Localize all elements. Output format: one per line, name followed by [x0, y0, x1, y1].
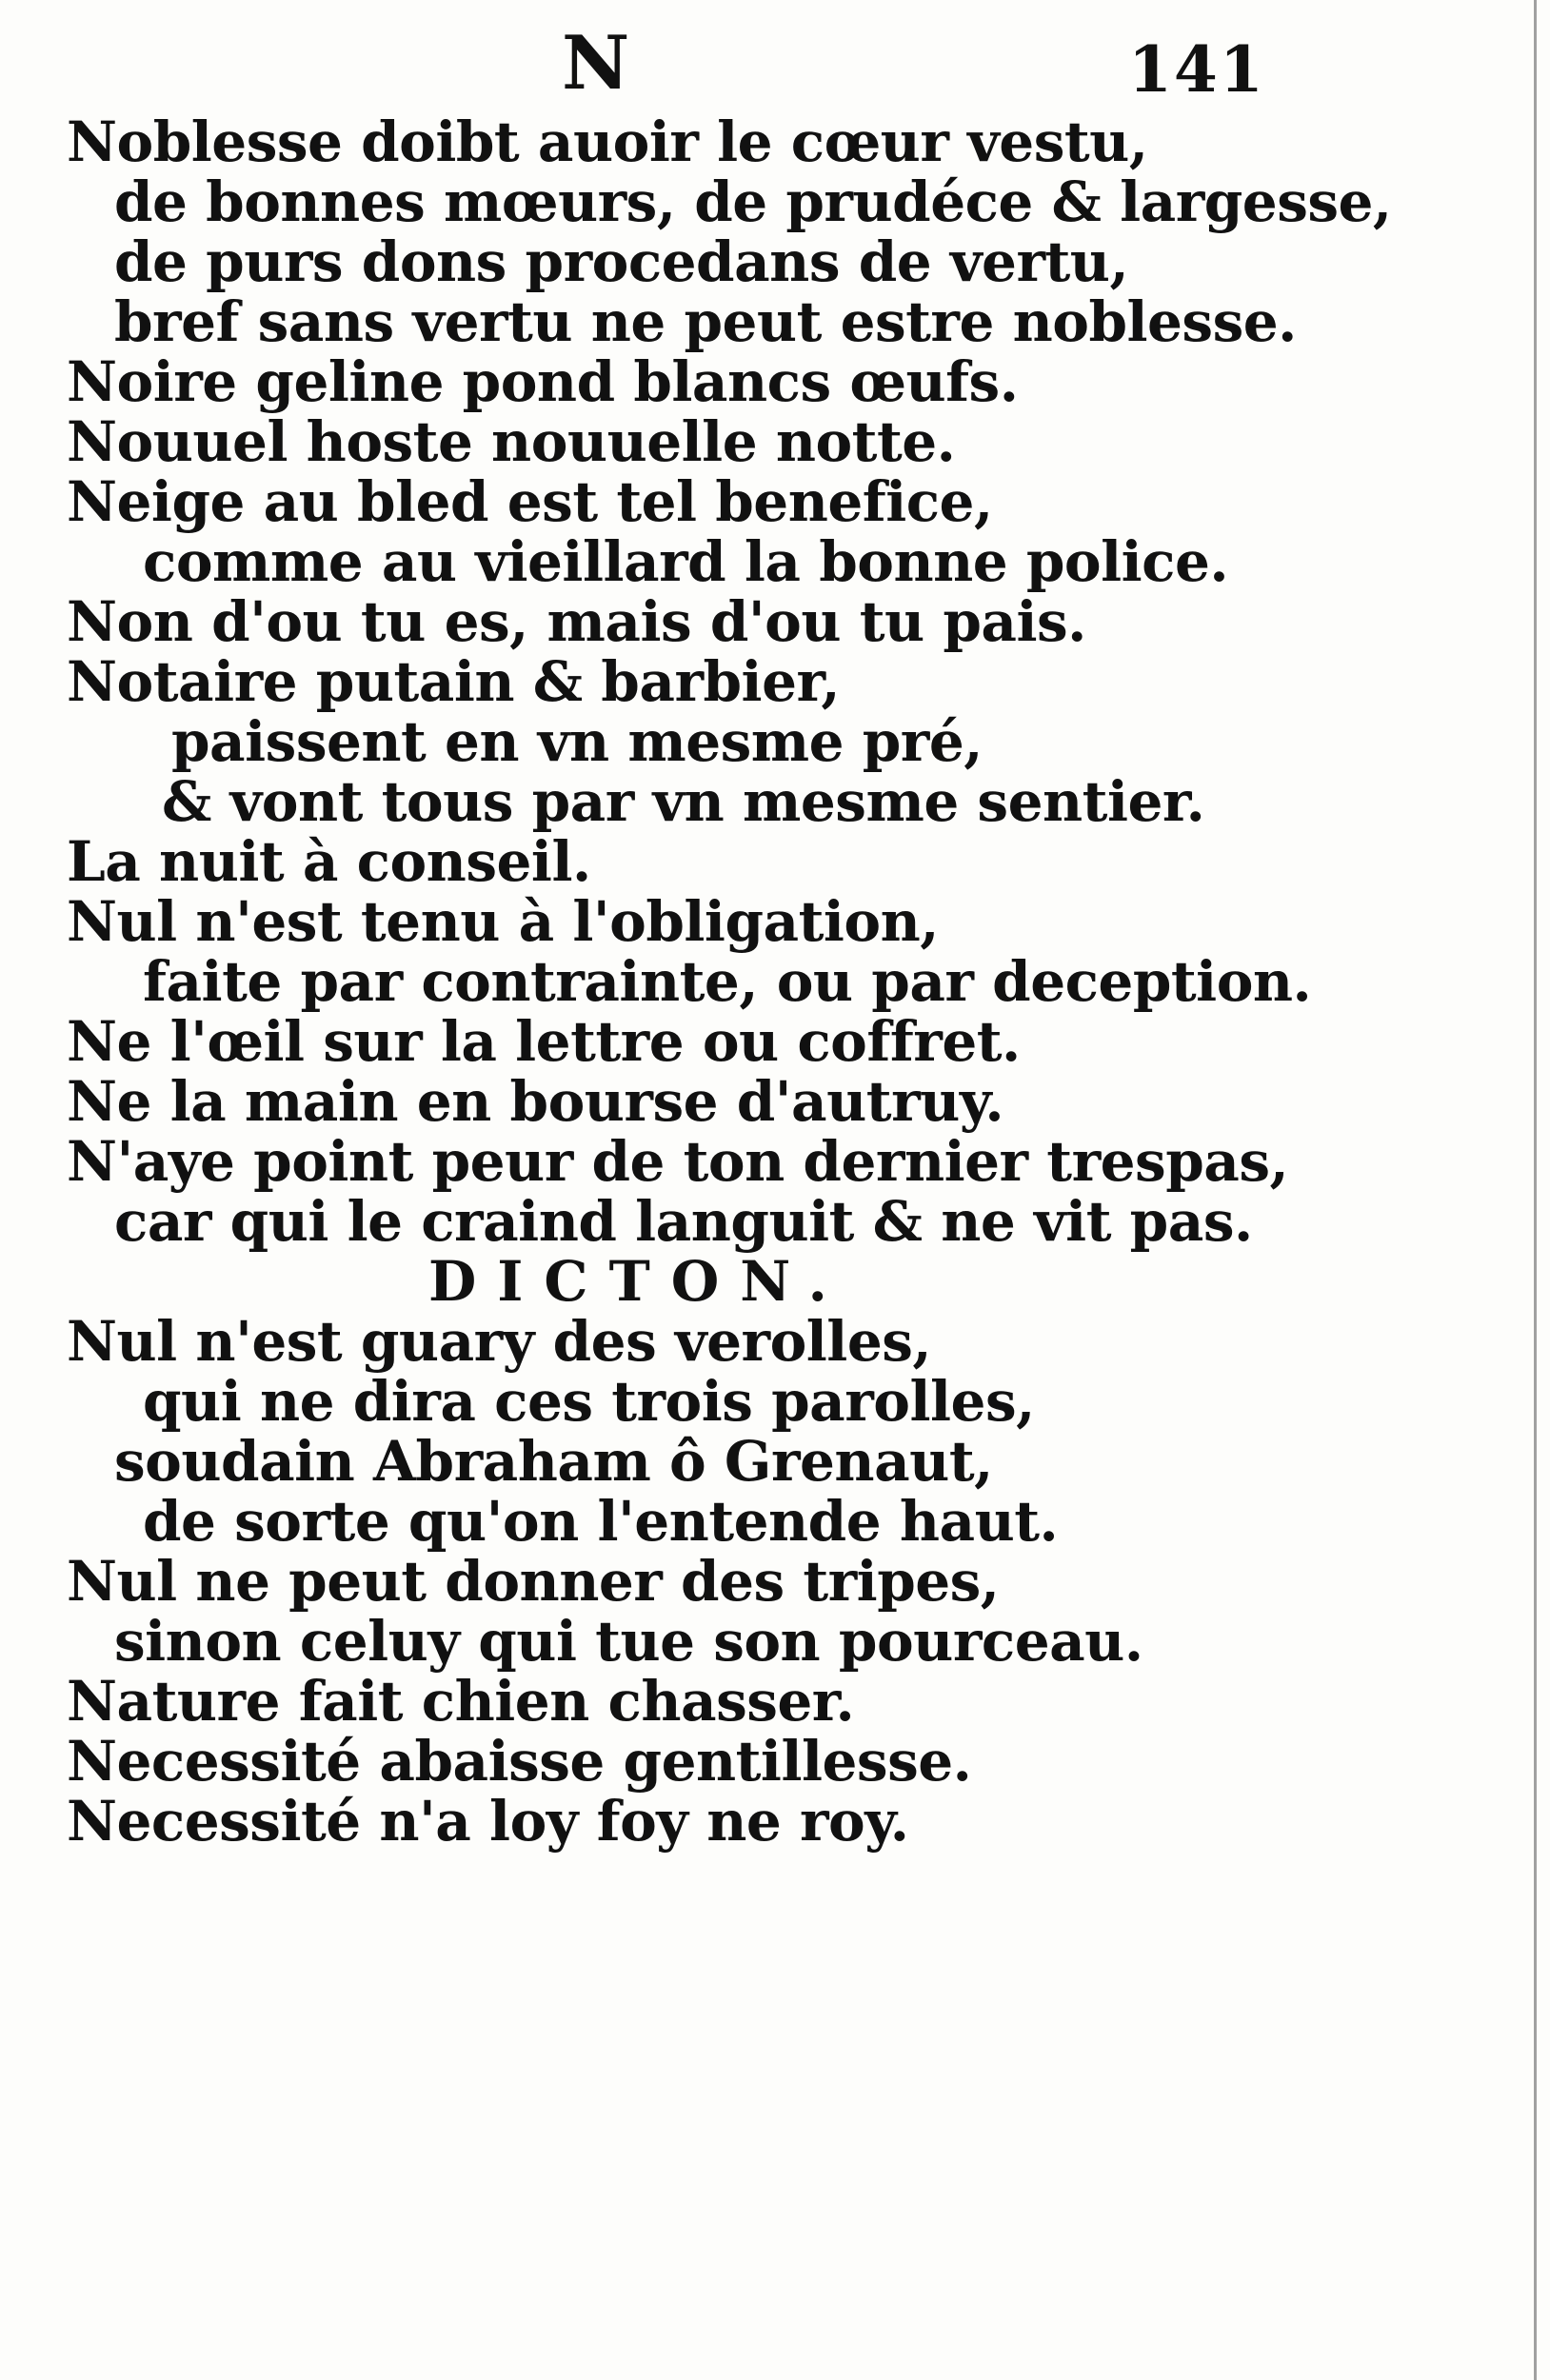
text-line: Necessité n'a loy foy ne roy.: [67, 1789, 909, 1854]
page-header: [0, 17, 1550, 122]
text-line: Neige au bled est tel benefice,: [67, 469, 993, 534]
text-line: sinon celuy qui tue son pourceau.: [114, 1609, 1143, 1674]
text-line: comme au vieillard la bonne police.: [143, 529, 1229, 594]
text-line: Ne l'œil sur la lettre ou coffret.: [67, 1009, 1021, 1074]
text-line: faite par contrainte, ou par deception.: [143, 949, 1312, 1014]
page-number: 141: [1128, 32, 1265, 107]
text-line: paissent en vn mesme pré,: [171, 709, 983, 774]
proverb-text-block: [67, 109, 1392, 1854]
section-letter: N: [562, 20, 630, 107]
text-line: Noire geline pond blancs œufs.: [67, 349, 1019, 414]
text-line: Nature fait chien chasser.: [67, 1669, 855, 1734]
text-line: qui ne dira ces trois parolles,: [143, 1369, 1035, 1434]
text-line: Ne la main en bourse d'autruy.: [67, 1069, 1004, 1134]
text-line: car qui le craind languit & ne vit pas.: [114, 1189, 1253, 1254]
text-line: de bonnes mœurs, de prudéce & largesse,: [114, 169, 1392, 234]
text-line: Necessité abaisse gentillesse.: [67, 1729, 972, 1794]
text-line: & vont tous par vn mesme sentier.: [162, 769, 1205, 834]
dicton-heading: DICTON.: [428, 1249, 848, 1314]
text-line: Nul ne peut donner des tripes,: [67, 1549, 1000, 1614]
text-line: Noblesse doibt auoir le cœur vestu,: [67, 109, 1148, 174]
text-line: de sorte qu'on l'entende haut.: [143, 1489, 1059, 1554]
text-line: La nuit à conseil.: [67, 829, 591, 894]
text-line: Nul n'est guary des verolles,: [67, 1309, 932, 1374]
text-line: Nul n'est tenu à l'obligation,: [67, 889, 939, 954]
page-edge-line: [1534, 0, 1537, 2380]
text-line: de purs dons procedans de vertu,: [114, 229, 1129, 294]
text-line: Notaire putain & barbier,: [67, 649, 841, 714]
text-line: Non d'ou tu es, mais d'ou tu pais.: [67, 589, 1086, 654]
text-line: N'aye point peur de ton dernier trespas,: [67, 1129, 1289, 1194]
text-line: Nouuel hoste nouuelle notte.: [67, 409, 956, 474]
text-line: bref sans vertu ne peut estre noblesse.: [114, 289, 1297, 354]
text-line: soudain Abraham ô Grenaut,: [114, 1429, 993, 1494]
